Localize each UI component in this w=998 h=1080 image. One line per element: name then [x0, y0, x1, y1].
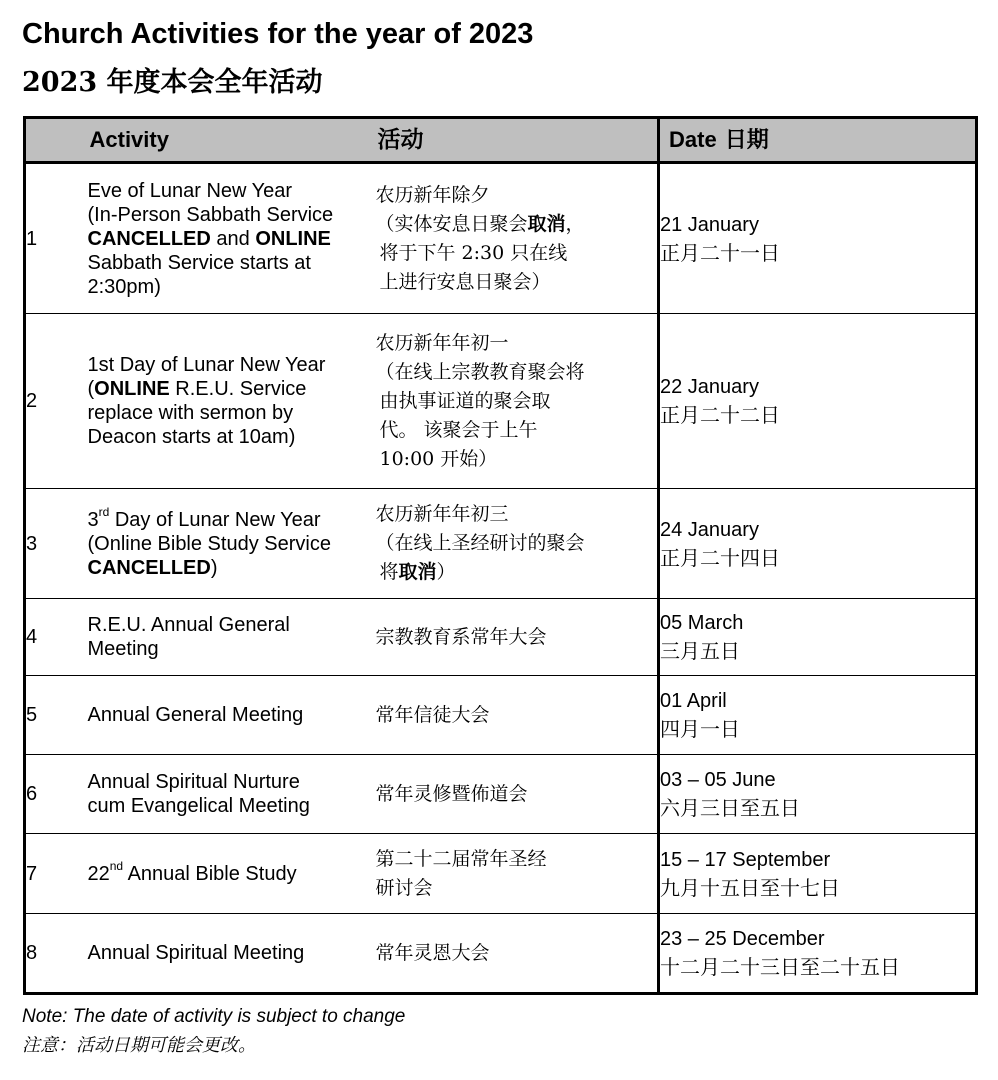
activity-chinese [376, 314, 659, 489]
activity-zh-line: （在线上宗教教育聚会将 [375, 360, 585, 383]
activities-table [23, 116, 978, 995]
activity-date [659, 489, 977, 599]
activity-line: Annual Spiritual Nurture [87, 771, 300, 793]
table-row [25, 599, 977, 676]
activity-chinese [376, 914, 659, 994]
activity-date [659, 755, 977, 834]
header-date [659, 118, 977, 163]
activity-text: R.E.U. Service [169, 378, 307, 400]
row-number: 1 [25, 163, 88, 314]
table-row [25, 834, 977, 914]
activity-english [88, 599, 376, 676]
online-text: ONLINE [94, 378, 170, 400]
header-number [25, 118, 88, 163]
activity-zh-line: 10:00 开始） [379, 447, 498, 470]
date-english: 22 January [660, 376, 759, 398]
activity-zh-line [376, 210, 658, 239]
activity-english [88, 489, 376, 599]
activity-zh-line: 第二十二届常年圣经 [375, 847, 547, 870]
note-chinese: 注意：活动日期可能会更改。 [22, 1035, 256, 1056]
activity-zh-line [376, 558, 658, 587]
date-chinese: 三月五日 [660, 639, 740, 663]
activity-english [88, 163, 376, 314]
zh-text: 将 [379, 561, 399, 583]
activity-zh-line: （在线上圣经研讨的聚会 [375, 532, 585, 554]
activity-zh-line: 农历新年年初一 [375, 331, 509, 354]
activity-line: Sabbath Service starts at [87, 251, 311, 274]
activity-zh-line: 常年灵修暨佈道会 [375, 782, 528, 805]
activity-line: (ONLINE R.E.U. Service [87, 378, 307, 400]
page-title-chinese: 2023 年度本会全年活动 [22, 67, 323, 98]
ordinal-suffix: nd [109, 858, 124, 873]
activity-date [659, 314, 977, 489]
header-date-chinese: 日期 [724, 127, 769, 153]
activity-chinese [376, 676, 659, 755]
table-row [25, 755, 977, 834]
page-title: Church Activities for the year of 2023 [22, 18, 534, 50]
activity-zh-line: 代。 该聚会于上午 [379, 418, 538, 441]
activity-line: (In-Person Sabbath Service [87, 203, 334, 226]
row-number: 7 [25, 834, 88, 914]
date-chinese: 九月十五日至十七日 [660, 875, 840, 900]
activity-english [88, 676, 376, 755]
activity-chinese [376, 755, 659, 834]
activity-text: 22 [87, 862, 110, 885]
activity-line [88, 227, 376, 251]
date-english: 03 – 05 June [660, 769, 776, 791]
row-number: 8 [25, 914, 88, 994]
activity-english [88, 914, 376, 994]
table-row [25, 163, 977, 314]
activity-chinese [376, 163, 659, 314]
header-activity: Activity [88, 118, 376, 163]
activity-text: ) [210, 556, 218, 579]
cancelled-text-zh: 取消 [527, 212, 566, 235]
date-english: 15 – 17 September [660, 848, 831, 871]
date-chinese: 正月二十一日 [660, 240, 780, 265]
activity-line: Eve of Lunar New Year [87, 179, 293, 202]
activity-zh-line: 农历新年年初三 [375, 503, 509, 525]
activity-line: Deacon starts at 10am) [87, 426, 296, 448]
activity-zh-line: 常年灵恩大会 [375, 941, 490, 964]
activity-line: cum Evangelical Meeting [87, 795, 310, 817]
date-english: 05 March [660, 612, 744, 634]
activity-zh-line: 农历新年除夕 [375, 183, 490, 206]
date-chinese: 四月一日 [660, 717, 740, 741]
date-chinese: 正月二十四日 [660, 545, 780, 570]
table-row [25, 314, 977, 489]
activity-line: R.E.U. Annual General [87, 614, 290, 636]
activity-line: 1st Day of Lunar New Year [87, 354, 326, 376]
activity-line: Annual Spiritual Meeting [87, 942, 305, 964]
note-english: Note: The date of activity is subject to change [22, 1006, 406, 1027]
table-row [25, 914, 977, 994]
activity-date [659, 676, 977, 755]
activity-zh-line: 宗教教育系常年大会 [375, 625, 547, 648]
activity-date [659, 599, 977, 676]
activity-zh-line: 研讨会 [375, 876, 433, 899]
row-number: 4 [25, 599, 88, 676]
activity-zh-line: 上进行安息日聚会） [379, 270, 551, 293]
row-number: 2 [25, 314, 88, 489]
header-date-label: Date [669, 127, 717, 152]
activity-date [659, 834, 977, 914]
ordinal-suffix: rd [98, 504, 110, 519]
activity-chinese [376, 599, 659, 676]
zh-text: （实体安息日聚会 [375, 212, 528, 235]
cancelled-text: CANCELLED [87, 227, 211, 250]
row-number: 5 [25, 676, 88, 755]
activity-line: (Online Bible Study Service [87, 532, 331, 555]
table-row [25, 489, 977, 599]
activity-text: 3 [87, 508, 99, 531]
date-chinese: 六月三日至五日 [660, 796, 800, 820]
activity-zh-line: 由执事证道的聚会取 [379, 389, 551, 412]
activity-english [88, 834, 376, 914]
date-english: 24 January [660, 518, 759, 541]
activity-english [88, 755, 376, 834]
row-number: 3 [25, 489, 88, 599]
activity-line: Annual General Meeting [87, 704, 304, 726]
activity-line: Meeting [87, 638, 159, 660]
activity-zh-line: 常年信徒大会 [375, 703, 490, 726]
zh-text: ） [436, 561, 456, 583]
cancelled-text-zh: 取消 [398, 561, 437, 583]
date-english: 01 April [660, 690, 727, 712]
activity-line: 2:30pm) [87, 275, 161, 298]
activity-line [88, 556, 376, 580]
activity-text: Annual Bible Study [123, 862, 297, 885]
activity-line [87, 504, 376, 532]
date-english: 21 January [660, 213, 759, 236]
activity-english [88, 314, 376, 489]
activity-date [659, 163, 977, 314]
activity-text: Day of Lunar New Year [109, 508, 321, 531]
row-number: 6 [25, 755, 88, 834]
connector-text: and [210, 227, 256, 250]
table-row [25, 676, 977, 755]
activity-line [87, 858, 376, 886]
cancelled-text: CANCELLED [87, 556, 211, 579]
activity-chinese [376, 489, 659, 599]
activity-date [659, 914, 977, 994]
activity-line: replace with sermon by [87, 402, 294, 424]
date-chinese: 十二月二十三日至二十五日 [660, 955, 900, 979]
activity-chinese [376, 834, 659, 914]
date-chinese: 正月二十二日 [660, 403, 780, 427]
activity-zh-line: 将于下午 2:30 只在线 [379, 241, 568, 264]
online-text: ONLINE [255, 227, 331, 250]
zh-text: ， [565, 212, 585, 235]
date-english: 23 – 25 December [660, 928, 825, 950]
header-activity-chinese: 活动 [376, 118, 659, 163]
table-header-row [25, 118, 977, 163]
